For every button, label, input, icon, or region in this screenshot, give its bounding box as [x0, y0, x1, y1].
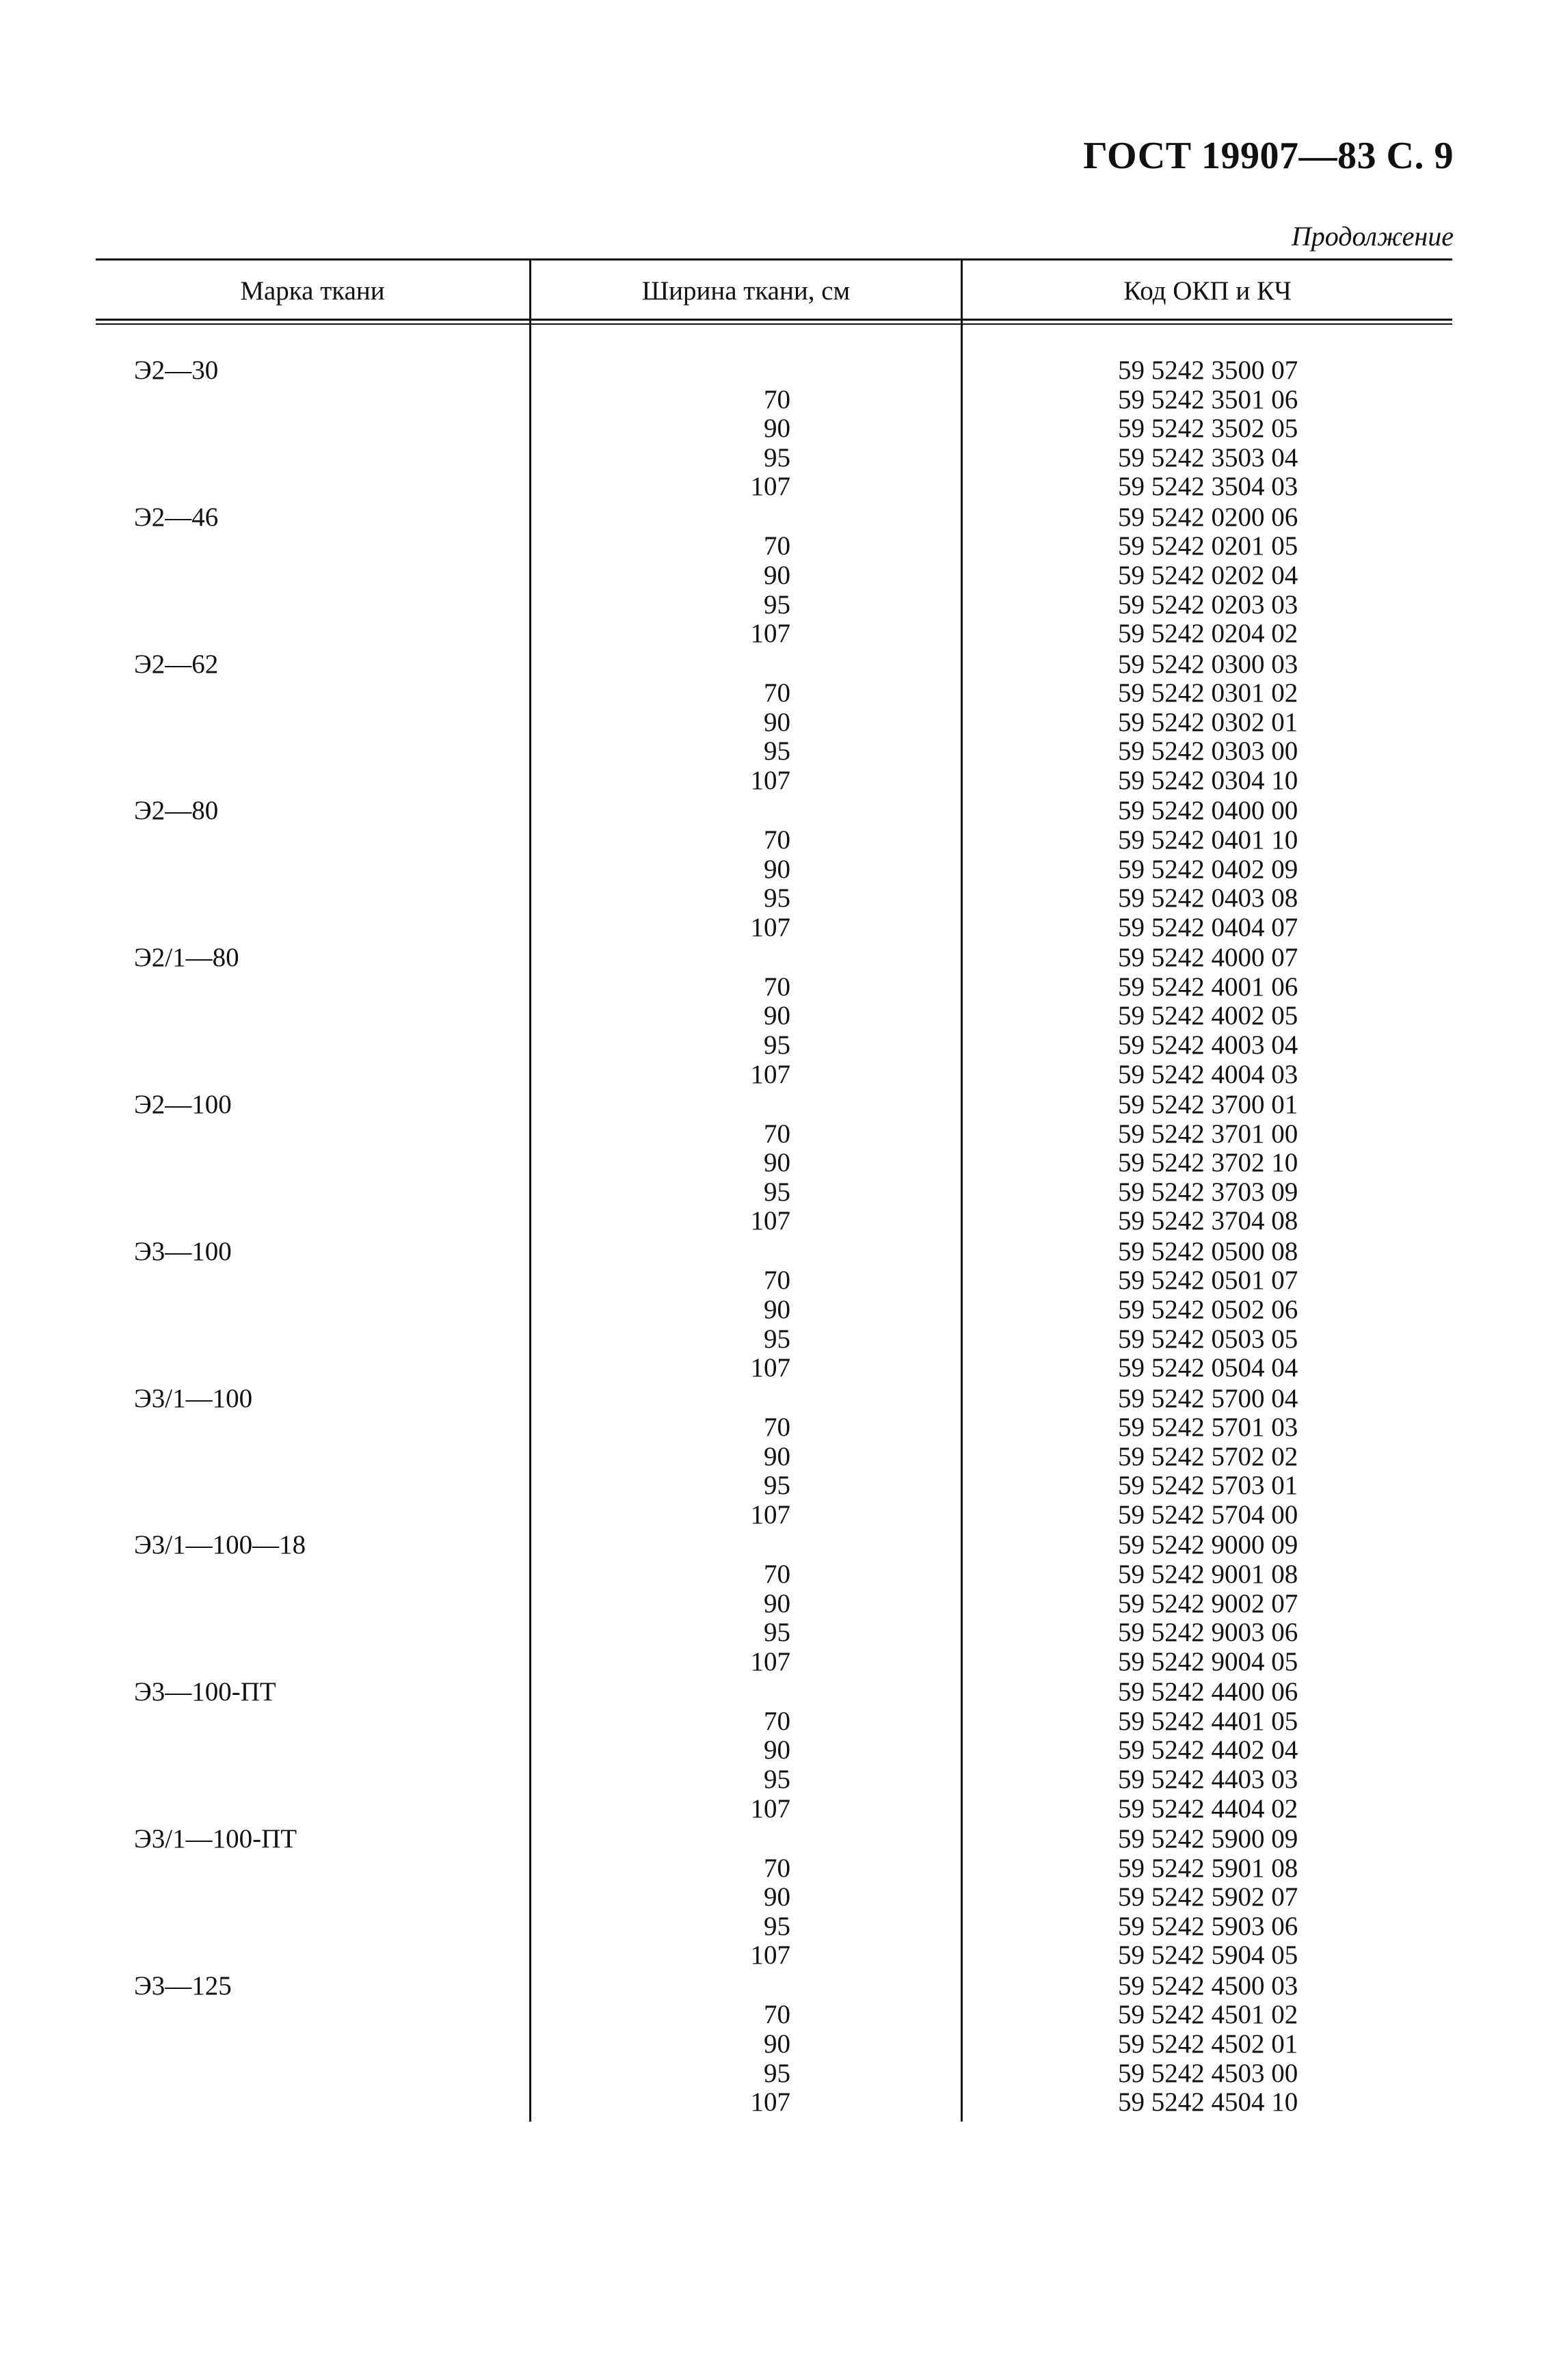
okp-code: 59 5242 4400 06 [1118, 1677, 1298, 1707]
okp-code: 59 5242 0303 00 [1118, 736, 1298, 766]
fabric-width: 90 [764, 1588, 790, 1618]
okp-code: 59 5242 0401 10 [1118, 825, 1298, 855]
fabric-brand: Э3—100-ПТ [134, 1677, 276, 1707]
fabric-width: 70 [764, 531, 790, 561]
fabric-width: 107 [750, 1793, 790, 1823]
fabric-width: 70 [764, 1413, 790, 1443]
okp-code: 59 5242 3704 08 [1118, 1206, 1298, 1236]
okp-code: 59 5242 0302 01 [1118, 707, 1298, 737]
okp-code: 59 5242 4500 03 [1118, 1970, 1298, 2001]
fabric-width: 95 [764, 736, 790, 766]
fabric-width: 95 [764, 1911, 790, 1941]
fabric-width: 70 [764, 972, 790, 1002]
fabric-width: 90 [764, 707, 790, 737]
fabric-width: 95 [764, 1177, 790, 1207]
fabric-width: 95 [764, 442, 790, 472]
fabric-width: 95 [764, 1471, 790, 1501]
fabric-width: 90 [764, 2029, 790, 2059]
okp-code: 59 5242 9001 08 [1118, 1560, 1298, 1589]
fabric-width: 70 [764, 678, 790, 708]
okp-code: 59 5242 4504 10 [1118, 2087, 1298, 2117]
okp-code: 59 5242 4002 05 [1118, 1001, 1298, 1031]
fabric-width: 90 [764, 1441, 790, 1471]
fabric-width: 90 [764, 1735, 790, 1765]
continuation-label: Продолжение [1291, 221, 1454, 252]
okp-code: 59 5242 5904 05 [1118, 1940, 1298, 1970]
okp-code: 59 5242 9003 06 [1118, 1618, 1298, 1648]
fabric-width: 90 [764, 1295, 790, 1324]
okp-code: 59 5242 4501 02 [1118, 2000, 1298, 2030]
okp-code: 59 5242 5903 06 [1118, 1911, 1298, 1941]
fabric-width: 95 [764, 883, 790, 913]
okp-code: 59 5242 3502 05 [1118, 414, 1298, 444]
okp-code: 59 5242 0503 05 [1118, 1324, 1298, 1354]
okp-code: 59 5242 5701 03 [1118, 1413, 1298, 1443]
okp-code: 59 5242 4503 00 [1118, 2058, 1298, 2088]
okp-code: 59 5242 0502 06 [1118, 1295, 1298, 1324]
okp-code: 59 5242 0500 08 [1118, 1236, 1298, 1266]
fabric-width: 70 [764, 384, 790, 414]
okp-code: 59 5242 3701 00 [1118, 1119, 1298, 1149]
fabric-width: 95 [764, 1030, 790, 1060]
okp-code: 59 5242 4003 04 [1118, 1030, 1298, 1060]
fabric-brand: Э3—100 [134, 1236, 232, 1266]
fabric-width: 107 [750, 1059, 790, 1089]
okp-code: 59 5242 0403 08 [1118, 883, 1298, 913]
fabric-width: 95 [764, 2058, 790, 2088]
okp-code: 59 5242 0203 03 [1118, 589, 1298, 619]
okp-code: 59 5242 0404 07 [1118, 912, 1298, 942]
fabric-width: 90 [764, 1882, 790, 1912]
fabric-brand: Э3/1—100 [134, 1383, 253, 1413]
okp-code: 59 5242 4401 05 [1118, 1706, 1298, 1736]
fabric-width: 107 [750, 1646, 790, 1676]
fabric-width: 95 [764, 1618, 790, 1648]
fabric-width: 90 [764, 1148, 790, 1178]
okp-code: 59 5242 9004 05 [1118, 1646, 1298, 1676]
okp-code: 59 5242 4403 03 [1118, 1765, 1298, 1794]
okp-code: 59 5242 9000 09 [1118, 1530, 1298, 1560]
fabric-width: 70 [764, 2000, 790, 2030]
okp-code: 59 5242 0501 07 [1118, 1266, 1298, 1296]
fabric-width: 107 [750, 1353, 790, 1383]
okp-code: 59 5242 4404 02 [1118, 1793, 1298, 1823]
column-header-code: Код ОКП и КЧ [1123, 276, 1292, 306]
fabric-brand: Э3/1—100—18 [134, 1530, 306, 1560]
fabric-width: 70 [764, 1706, 790, 1736]
fabric-width: 90 [764, 561, 790, 590]
page-header: ГОСТ 19907—83 С. 9 [1083, 135, 1454, 177]
fabric-width: 70 [764, 1560, 790, 1589]
okp-code: 59 5242 0202 04 [1118, 561, 1298, 590]
okp-code: 59 5242 0201 05 [1118, 531, 1298, 561]
okp-code: 59 5242 5901 08 [1118, 1853, 1298, 1883]
fabric-width: 95 [764, 589, 790, 619]
fabric-brand: Э3/1—100-ПТ [134, 1824, 297, 1854]
fabric-brand: Э2/1—80 [134, 943, 239, 973]
okp-code: 59 5242 3700 01 [1118, 1090, 1298, 1119]
okp-code: 59 5242 0301 02 [1118, 678, 1298, 708]
okp-code: 59 5242 0300 03 [1118, 649, 1298, 679]
okp-code: 59 5242 4402 04 [1118, 1735, 1298, 1765]
fabric-width: 107 [750, 472, 790, 502]
okp-code: 59 5242 3500 07 [1118, 356, 1298, 385]
okp-code: 59 5242 5902 07 [1118, 1882, 1298, 1912]
okp-code: 59 5242 0200 06 [1118, 502, 1298, 532]
okp-code: 59 5242 4502 01 [1118, 2029, 1298, 2059]
fabric-width: 107 [750, 912, 790, 942]
column-header-brand: Марка ткани [240, 276, 385, 306]
okp-code: 59 5242 5702 02 [1118, 1441, 1298, 1471]
okp-code: 59 5242 0504 04 [1118, 1353, 1298, 1383]
okp-code: 59 5242 0402 09 [1118, 854, 1298, 884]
okp-code: 59 5242 5900 09 [1118, 1824, 1298, 1854]
fabric-brand: Э2—30 [134, 356, 219, 385]
okp-code: 59 5242 9002 07 [1118, 1588, 1298, 1618]
fabric-width: 107 [750, 1500, 790, 1529]
fabric-width: 107 [750, 766, 790, 795]
fabric-width: 90 [764, 1001, 790, 1031]
column-header-width: Ширина ткани, см [641, 276, 851, 306]
okp-code: 59 5242 0400 00 [1118, 796, 1298, 826]
fabric-brand: Э2—62 [134, 649, 219, 679]
okp-code: 59 5242 0304 10 [1118, 766, 1298, 795]
fabric-width: 70 [764, 1266, 790, 1296]
fabric-width: 107 [750, 1940, 790, 1970]
fabric-width: 90 [764, 414, 790, 444]
fabric-brand: Э2—100 [134, 1090, 232, 1119]
okp-code: 59 5242 4001 06 [1118, 972, 1298, 1002]
okp-code: 59 5242 5704 00 [1118, 1500, 1298, 1529]
okp-code: 59 5242 3703 09 [1118, 1177, 1298, 1207]
okp-code: 59 5242 3501 06 [1118, 384, 1298, 414]
okp-code: 59 5242 5700 04 [1118, 1383, 1298, 1413]
okp-code: 59 5242 5703 01 [1118, 1471, 1298, 1501]
okp-code: 59 5242 4004 03 [1118, 1059, 1298, 1089]
fabric-width: 95 [764, 1324, 790, 1354]
fabric-width: 107 [750, 619, 790, 649]
okp-code: 59 5242 3504 03 [1118, 472, 1298, 502]
fabric-width: 70 [764, 1853, 790, 1883]
fabric-width: 70 [764, 825, 790, 855]
okp-code: 59 5242 4000 07 [1118, 943, 1298, 973]
okp-code: 59 5242 3702 10 [1118, 1148, 1298, 1178]
fabric-brand: Э2—46 [134, 502, 219, 532]
okp-code: 59 5242 0204 02 [1118, 619, 1298, 649]
fabric-brand: Э3—125 [134, 1970, 232, 2001]
fabric-brand: Э2—80 [134, 796, 219, 826]
fabric-width: 90 [764, 854, 790, 884]
fabric-width: 107 [750, 1206, 790, 1236]
fabric-width: 107 [750, 2087, 790, 2117]
okp-code: 59 5242 3503 04 [1118, 442, 1298, 472]
fabric-width: 95 [764, 1765, 790, 1794]
fabric-width: 70 [764, 1119, 790, 1149]
